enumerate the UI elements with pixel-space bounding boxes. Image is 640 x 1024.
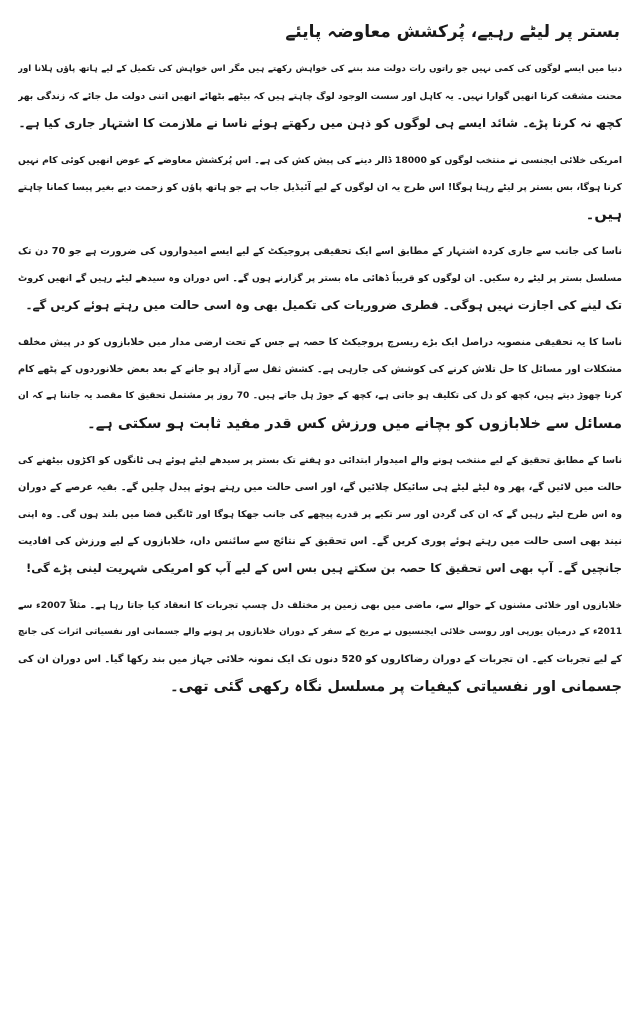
paragraph-line: جانچیں گے۔ آپ بھی اس تحقیق کا حصہ بن سکتے ہیں بس اس کے لیے آپ کو امریکی شہریت لینی پڑے گی! bbox=[26, 561, 622, 575]
paragraph-line: ناسا کی جانب سے جاری کردہ اشتہار کے مطابق اسے ایک تحقیقی پروجیکٹ کے لیے ایسے امیدواروں کی ضرورت ہے جو 70 دن تک bbox=[18, 246, 622, 257]
paragraph-line: ناسا کے مطابق تحقیق کے لیے منتخب ہونے والے امیدوار ابتدائی دو ہفتے تک بستر پر سیدھے لیٹے ہوئے ہی ٹانگوں کو اکڑوں بیٹھنے کی bbox=[18, 455, 622, 466]
paragraph-line: کرنا ہوگا، بس بستر پر لیٹے رہنا ہوگا! اس طرح یہ ان لوگوں کے لیے آئیڈیل جاب ہے جو ہاتھ پاؤں کو زحمت دیے بغیر پیسا کمانا چاہتے bbox=[18, 182, 622, 193]
paragraph-line: امریکی خلائی ایجنسی نے منتخب لوگوں کو 18000 ڈالر دینے کی پیش کش کی ہے۔ اس پُرکشش معاوضے کے عوض انھیں کوئی کام نہیں bbox=[18, 155, 622, 166]
paragraph-line: مشکلات اور مسائل کا حل تلاش کرنے کی کوشش کی جارہی ہے۔ کشش ثقل سے آزاد ہو جانے کے بعد بعض خلانوردوں کے پٹھے کام bbox=[18, 364, 622, 375]
article-title: بستر پر لیٹے رہیے، پُرکشش معاوضہ پایئے bbox=[285, 22, 620, 42]
paragraph-line: مسائل سے خلابازوں کو بچانے میں ورزش کس قدر مفید ثابت ہو سکتی ہے۔ bbox=[87, 415, 622, 432]
paragraph-5 bbox=[18, 447, 622, 582]
paragraph-line: حالت میں لائیں گے، پھر وہ لیٹے لیٹے ہی سائیکل چلائیں گے، اور اسی حالت میں رہتے ہوئے پیدل چلیں گے۔ بقیہ عرصے کے دوران bbox=[18, 482, 622, 493]
paragraph-line: مسلسل بستر پر لیٹے رہ سکیں۔ ان لوگوں کو قریباً ڈھائی ماہ بستر پر گزارنے ہوں گے۔ اس دوران وہ سیدھے لیٹے رہیں گے انھیں کروٹ bbox=[18, 273, 622, 284]
paragraph-line: دنیا میں ایسے لوگوں کی کمی نہیں جو راتوں رات دولت مند بننے کی خواہش رکھتے ہیں مگر اس خواہش کی تکمیل کے لیے ہاتھ پاؤں ہلانا اور bbox=[18, 64, 622, 74]
paragraph-line: نیند بھی اسی حالت میں رہتے ہوئے پوری کریں گے۔ اس تحقیق کے نتائج سے سائنس داں، خلابازوں کے لیے ورزش کی افادیت bbox=[18, 536, 622, 547]
paragraph-line: وہ اس طرح لیٹے رہیں گے کہ ان کی گردن اور سر تکیے پر قدرے پیچھے کی جانب جھکا ہوگا اور ٹانگیں فضا میں بلند ہوں گی۔ وہ اپنی bbox=[18, 509, 622, 520]
paragraph-line: 2011ء کے درمیان یورپی اور روسی خلائی ایجنسیوں نے مریخ کے سفر کے دوران خلابازوں پر ہونے والے جسمانی اور نفسیاتی اثرات کی جانچ bbox=[18, 627, 622, 637]
paragraph-3 bbox=[18, 238, 622, 319]
paragraph-6 bbox=[18, 592, 622, 700]
paragraph-line: تک لینے کی اجازت نہیں ہوگی۔ فطری ضروریات کی تکمیل بھی وہ اسی حالت میں رہتے ہوئے کریں گے۔ bbox=[25, 298, 622, 312]
paragraph-2 bbox=[18, 147, 622, 228]
paragraph-line: خلابازوں اور خلائی مشنوں کے حوالے سے، ماضی میں بھی زمین پر مختلف دل چسپ تجربات کا انعقاد کیا جاتا رہا ہے۔ مثلاً 2007ء سے bbox=[18, 600, 622, 611]
paragraph-line: کرنا چھوڑ دیتے ہیں، کچھ کو دل کی تکلیف ہو جاتی ہے، کچھ کے جوڑ ہل جاتے ہیں۔ 70 روز پر مشتمل تحقیق کا مقصد یہ جاننا ہے کہ ان bbox=[18, 391, 622, 401]
paragraph-line: ناسا کا یہ تحقیقی منصوبہ دراصل ایک بڑے ریسرچ پروجیکٹ کا حصہ ہے جس کے تحت ارضی مدار میں خلابازوں کو در پیش مخلف bbox=[18, 337, 622, 348]
paragraph-line: جسمانی اور نفسیاتی کیفیات پر مسلسل نگاہ رکھی گئی تھی۔ bbox=[170, 678, 622, 695]
paragraph-1 bbox=[18, 56, 622, 137]
paragraph-4 bbox=[18, 329, 622, 437]
paragraph-line: محنت مشقت کرنا انھیں گوارا نہیں۔ یہ کاہل اور سست الوجود لوگ چاہتے ہیں کہ بیٹھے بٹھائے انھیں اتنی دولت مل جائے کہ زندگی بھر bbox=[18, 91, 622, 102]
paragraph-line: کے لیے تجربات کیے۔ ان تجربات کے دوران رضاکاروں کو 520 دنوں تک ایک نمونہ خلائی جہاز میں بند رکھا گیا۔ اس دوران ان کی bbox=[18, 654, 622, 665]
paragraph-line: کچھ نہ کرنا پڑے۔ شائد ایسے ہی لوگوں کو ذہن میں رکھتے ہوئے ناسا نے ملازمت کا اشتہار جاری کیا ہے۔ bbox=[18, 116, 622, 130]
paragraph-line: ہیں۔ bbox=[585, 206, 622, 223]
